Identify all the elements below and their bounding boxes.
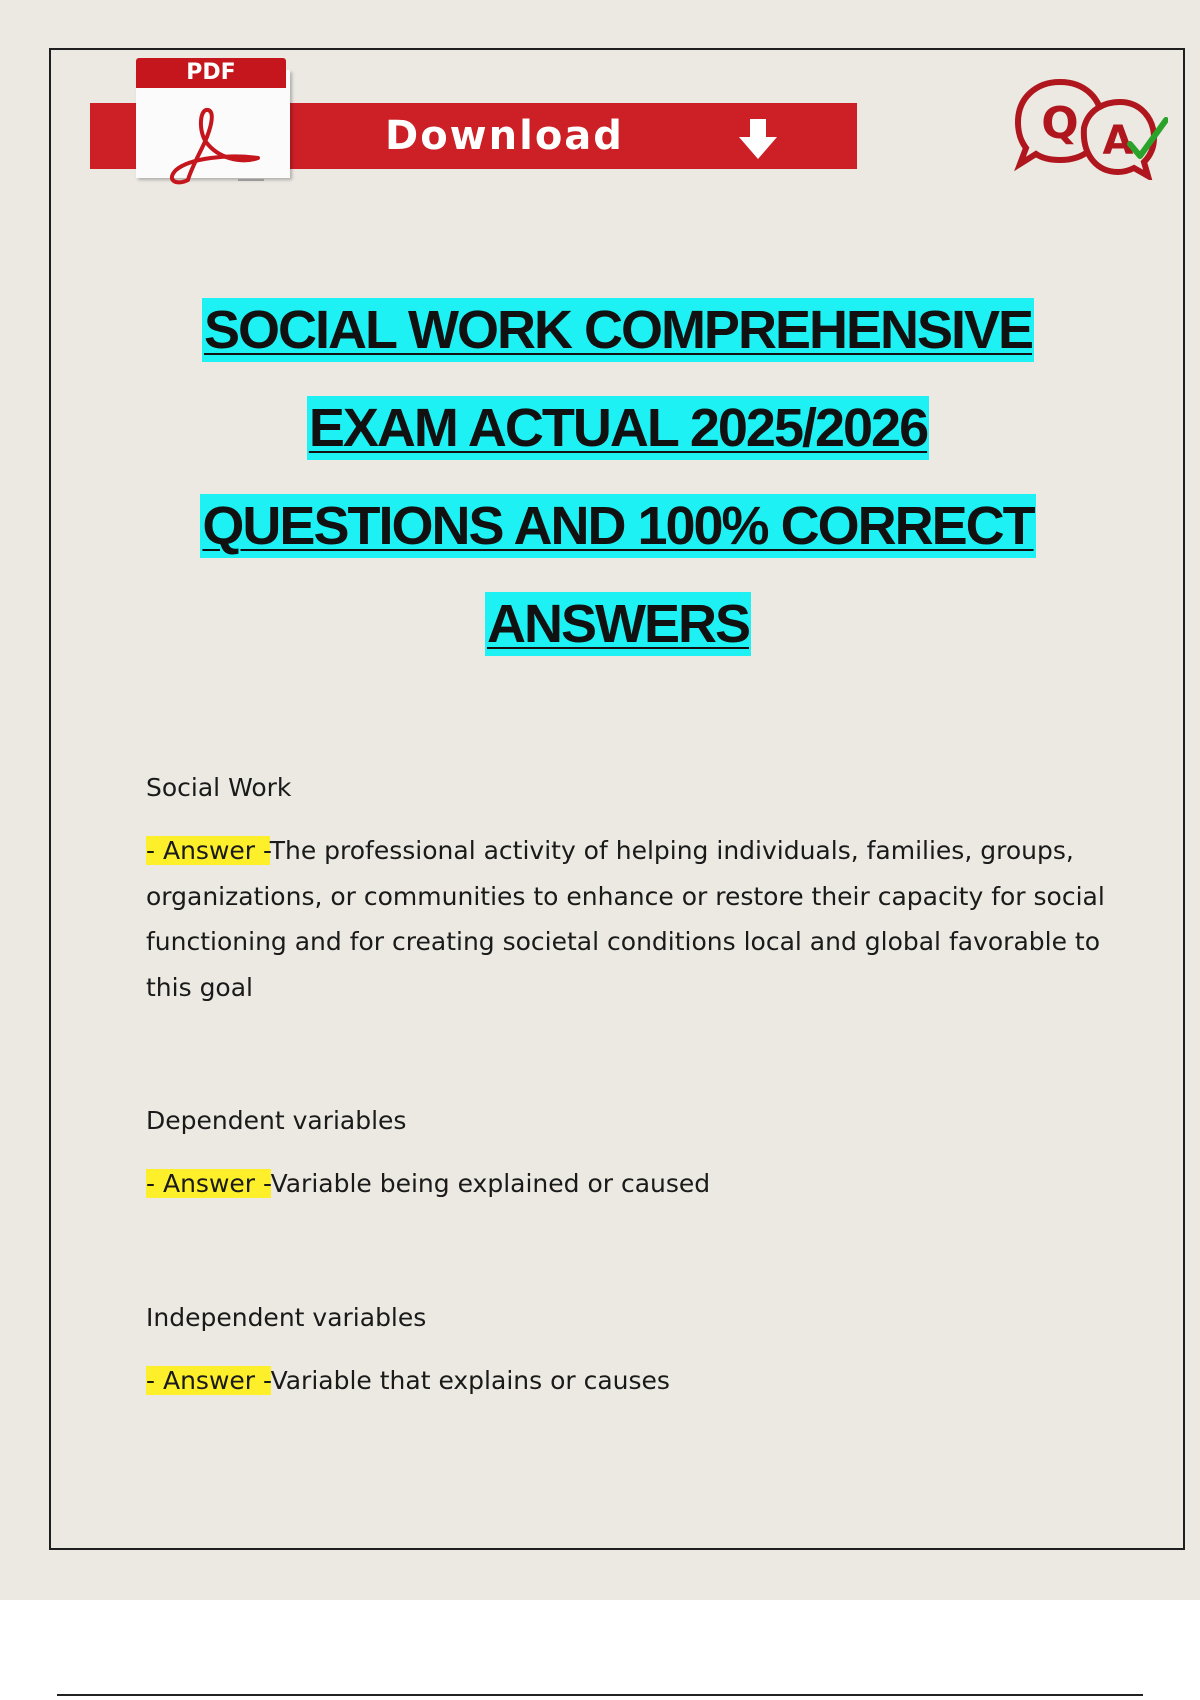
title-line — [60, 589, 1176, 687]
qa-item — [146, 1298, 1106, 1404]
title-text: EXAM ACTUAL 2025/2026 — [308, 398, 928, 458]
answer — [146, 1358, 1106, 1404]
answer-tag: - Answer - — [146, 836, 270, 865]
acrobat-logo-icon — [148, 102, 268, 186]
title-line — [60, 491, 1176, 589]
term: Independent variables — [146, 1303, 427, 1332]
svg-text:Q: Q — [1041, 98, 1079, 149]
title-text: ANSWERS — [486, 594, 749, 654]
answer — [146, 828, 1106, 1010]
qa-logo-icon — [1006, 76, 1168, 180]
answer-tag: - Answer - — [146, 1169, 271, 1198]
title-text: QUESTIONS AND 100% CORRECT — [202, 496, 1034, 556]
pdf-icon — [136, 58, 296, 178]
pdf-tab-label: PDF — [186, 60, 236, 85]
answer-text: Variable being explained or caused — [270, 1169, 711, 1198]
title-line — [60, 393, 1176, 491]
qa-item — [146, 768, 1106, 1010]
down-arrow-icon — [735, 117, 781, 161]
answer-text: Variable that explains or causes — [270, 1366, 670, 1395]
download-banner[interactable] — [90, 58, 858, 178]
document-title — [60, 295, 1176, 687]
footer-rule — [57, 1694, 1143, 1696]
answer-tag: - Answer - — [146, 1366, 271, 1395]
download-label: Download — [385, 113, 624, 159]
term: Social Work — [146, 773, 292, 802]
title-text: SOCIAL WORK COMPREHENSIVE — [203, 300, 1033, 360]
svg-text:A: A — [1102, 118, 1134, 164]
qa-item — [146, 1101, 1106, 1207]
title-line — [60, 295, 1176, 393]
term: Dependent variables — [146, 1106, 407, 1135]
answer-text: The professional activity of helping individuals, families, groups, organizations, or communities to enhance or restore their capacity for social functioning and for creating societal conditions local and global favorable to this goal — [146, 836, 1105, 1002]
answer — [146, 1161, 1106, 1207]
